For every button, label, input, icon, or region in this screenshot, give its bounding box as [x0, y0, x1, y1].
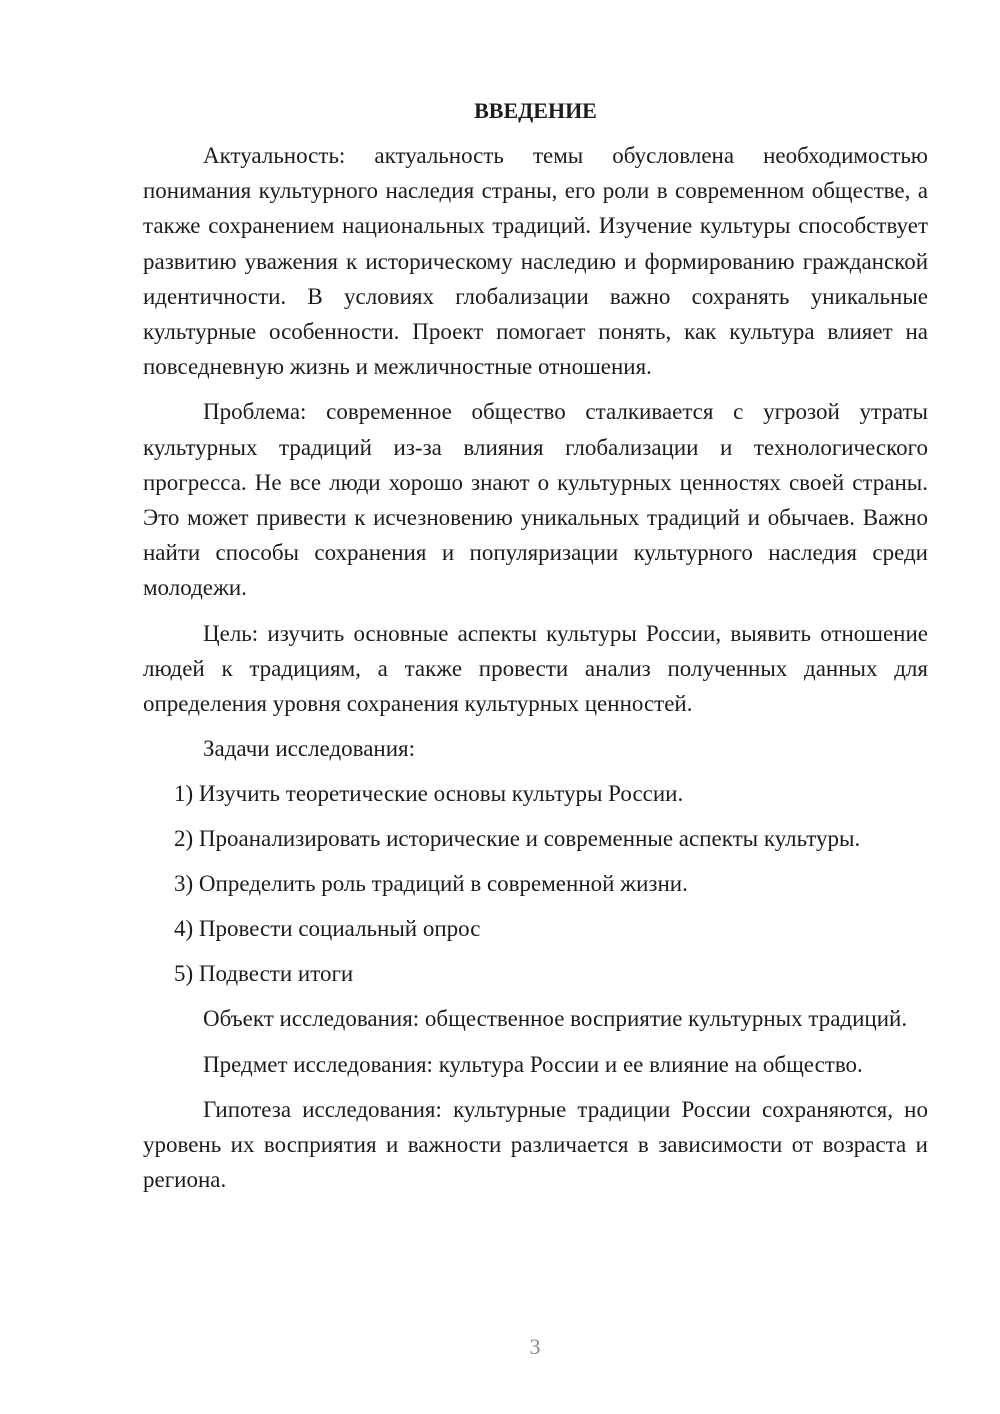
task-item: 1) Изучить теоретические основы культуры России. — [174, 781, 684, 807]
goal-paragraph: Цель: изучить основные аспекты культуры России, выявить отношение людей к традициям, а также провести анализ полученных данных для определения уровня сохранения культурных ценностей. — [143, 620, 928, 717]
document-page — [143, 92, 928, 1207]
object-paragraph: Объект исследования: общественное восприятие культурных традиций. — [203, 1006, 908, 1032]
relevance-paragraph: Актуальность: актуальность темы обусловлена необходимостью понимания культурного наследия страны, его роли в современном обществе, а также сохранением национальных традиций. Изучение культуры способствует развитию уважения к историческому наследию и формированию гражданской идентичности. В условиях глобализации важно сохранять уникальные культурные особенности. Проект помогает понять, как культура влияет на повседневную жизнь и межличностные отношения. — [143, 143, 928, 380]
problem-paragraph: Проблема: современное общество сталкивается с угрозой утраты культурных традиций из-за влияния глобализации и технологического прогресса. Не все люди хорошо знают о культурных ценностях своей страны. Это может привести к исчезновению уникальных традиций и обычаев. Важно найти способы сохранения и популяризации культурного наследия среди молодежи. — [143, 399, 928, 601]
task-item: 4) Провести социальный опрос — [174, 916, 481, 942]
task-item: 5) Подвести итоги — [174, 961, 354, 987]
section-title: ВВЕДЕНИЕ — [474, 98, 597, 123]
tasks-list — [143, 776, 928, 991]
subject-paragraph: Предмет исследования: культура России и ее влияние на общество. — [203, 1051, 863, 1077]
page-number: 3 — [529, 1334, 541, 1359]
task-item: 3) Определить роль традиций в современной жизни. — [174, 871, 688, 897]
tasks-heading: Задачи исследования: — [203, 736, 416, 762]
hypothesis-paragraph: Гипотеза исследования: культурные традиции России сохраняются, но уровень их восприятия и важности различается в зависимости от возраста и региона. — [143, 1096, 928, 1193]
task-item: 2) Проанализировать исторические и современные аспекты культуры. — [174, 826, 861, 852]
